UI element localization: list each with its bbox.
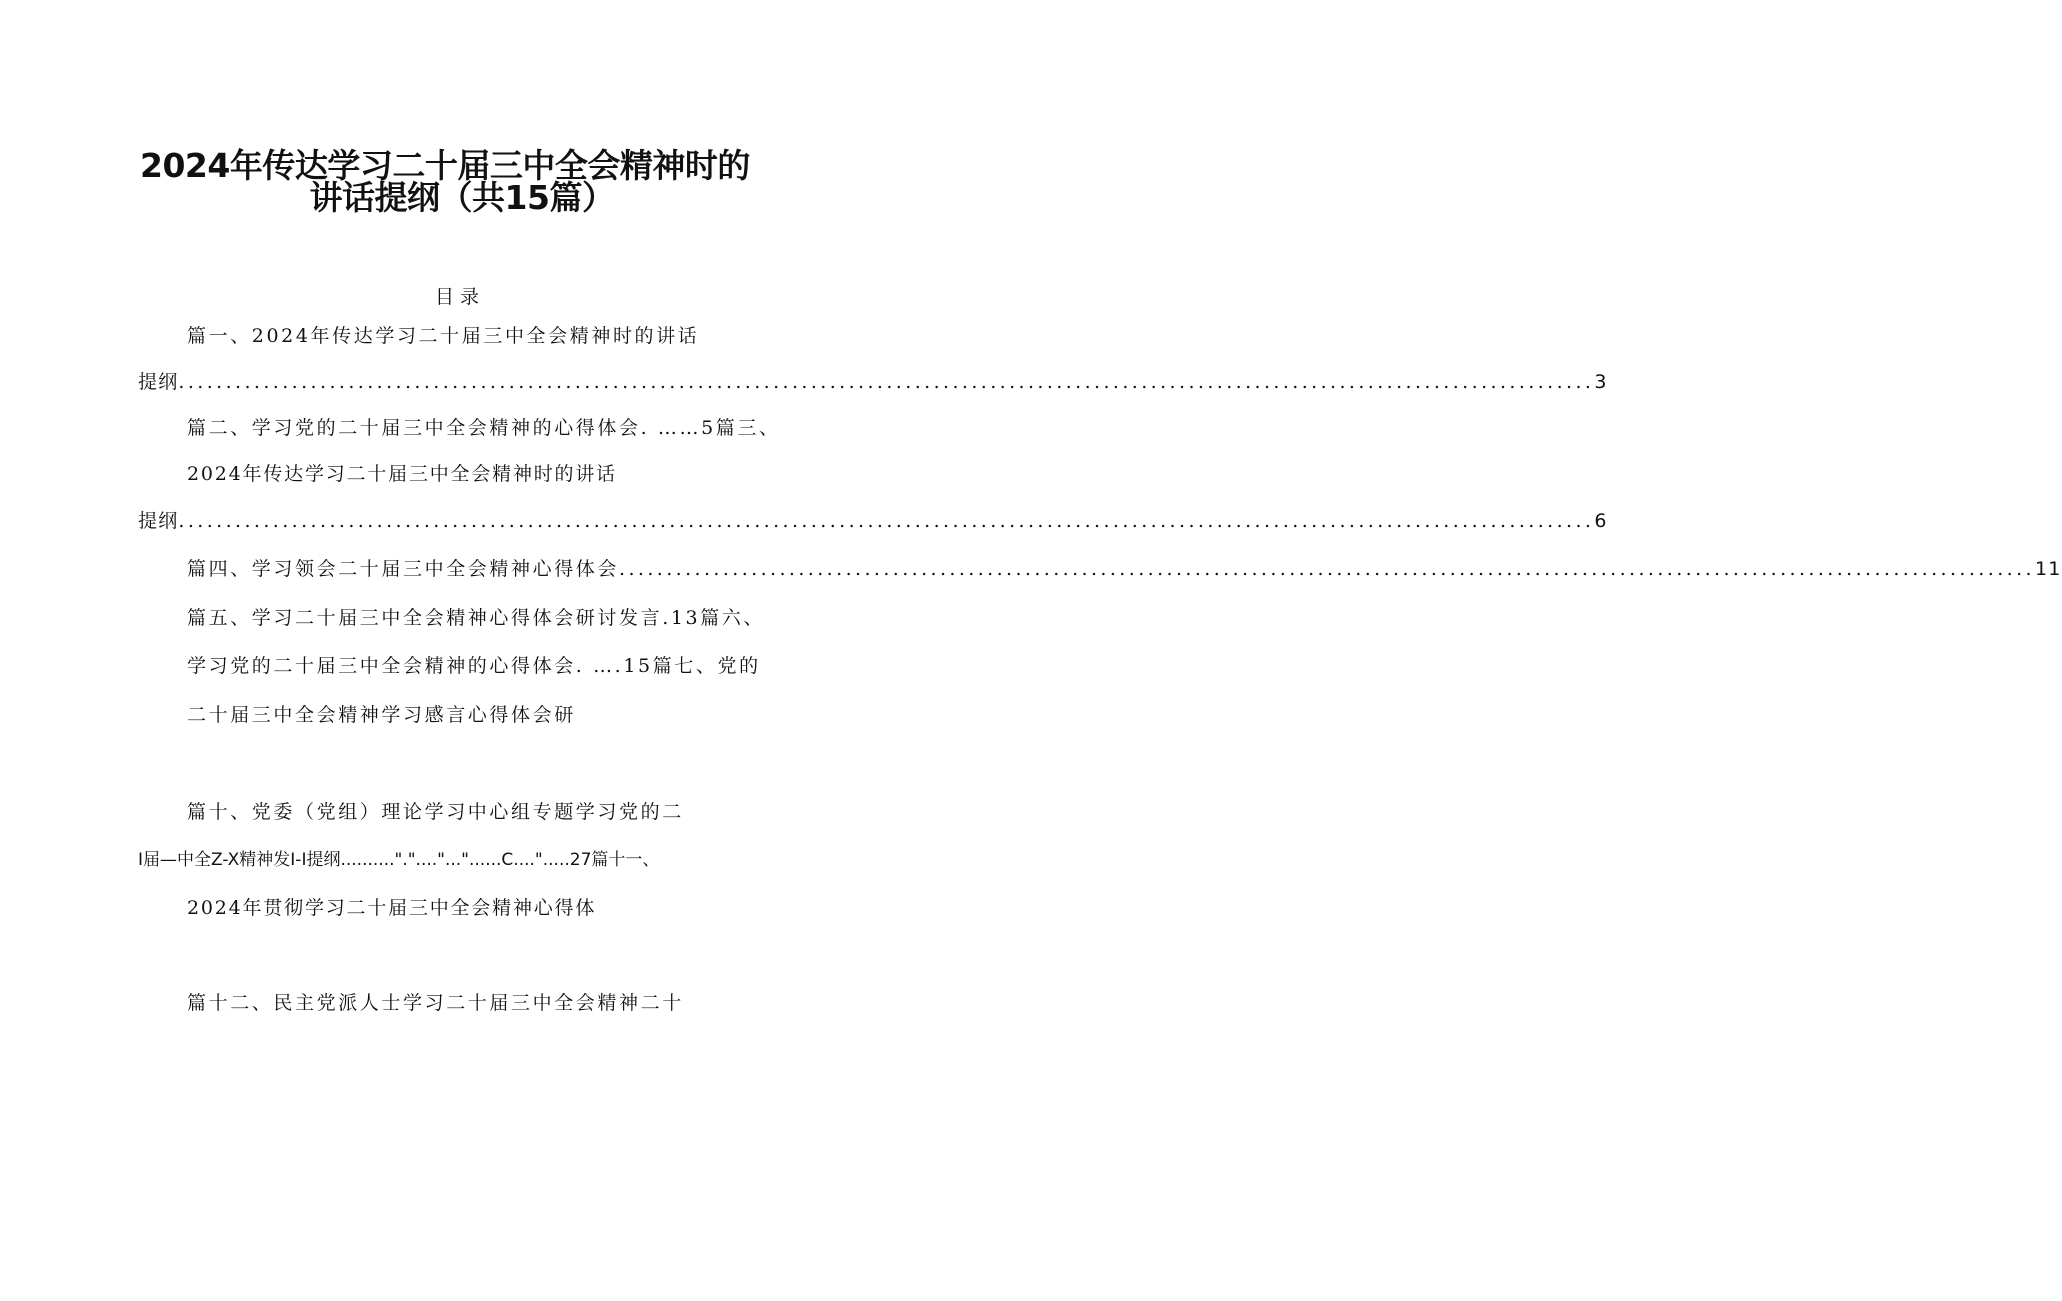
page-number: 11 <box>2034 558 2062 580</box>
toc-line: 篇十、党委（党组）理论学习中心组专题学习党的二 <box>187 801 684 823</box>
toc-heading: 目录 <box>434 286 485 308</box>
document-title-line-1: 2024年传达学习二十届三中全会精神时的 <box>140 146 750 185</box>
page-number: 3 <box>1594 371 1608 393</box>
document-title-line-2 <box>0 172 920 219</box>
leader-dots: ...................................................................................................................................................... <box>178 510 1595 532</box>
toc-line: 篇二、学习党的二十届三中全会精神的心得体会. ……5篇三、 <box>187 417 781 439</box>
toc-line-with-leader <box>187 555 2062 583</box>
toc-line: I届—中全Z-X精神发I-I提纲.........."."...."..."......C....".....27篇十一、 <box>138 850 660 870</box>
toc-line: 2024年传达学习二十届三中全会精神时的讲话 <box>187 463 617 485</box>
toc-line-with-leader <box>138 368 1608 396</box>
toc-line-lead: 提纲 <box>138 371 179 393</box>
toc-line: 二十届三中全会精神学习感言心得体会研 <box>187 704 576 726</box>
toc-line-with-leader <box>138 507 1608 535</box>
page-number: 6 <box>1594 510 1608 532</box>
toc-line: 2024年贯彻学习二十届三中全会精神心得体 <box>187 897 597 919</box>
toc-line: 篇十二、民主党派人士学习二十届三中全会精神二十 <box>187 992 684 1014</box>
toc-line: 篇五、学习二十届三中全会精神心得体会研讨发言.13篇六、 <box>187 607 766 629</box>
toc-line-lead: 篇四、学习领会二十届三中全会精神心得体会 <box>187 558 620 580</box>
leader-dots: ...................................................................................................................................................... <box>178 371 1595 393</box>
document-title-line-2-text: 讲话提纲（共15篇） <box>309 178 615 217</box>
leader-dots: ...................................................................................................................................................... <box>619 558 2035 580</box>
toc-line: 篇一、2024年传达学习二十届三中全会精神时的讲话 <box>187 325 700 347</box>
toc-line-lead: 提纲 <box>138 510 179 532</box>
toc-line: 学习党的二十届三中全会精神的心得体会. ….15篇七、党的 <box>187 655 761 677</box>
